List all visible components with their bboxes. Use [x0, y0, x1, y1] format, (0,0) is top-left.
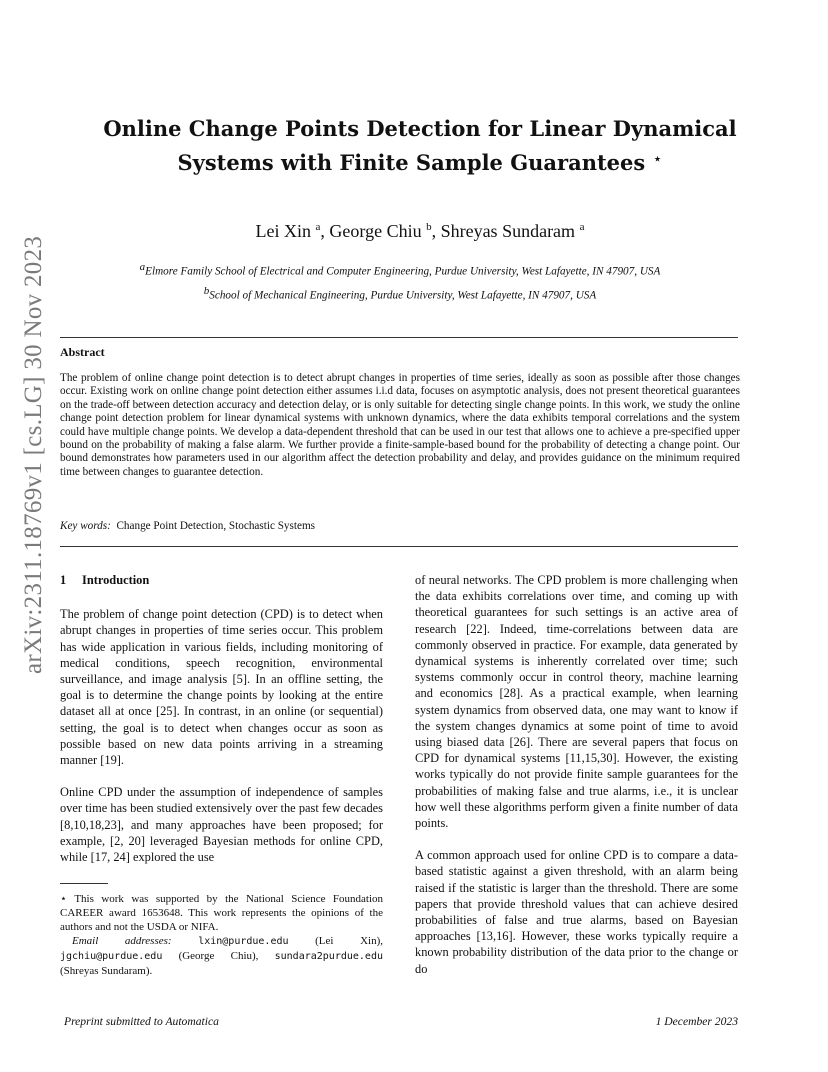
section-heading — [60, 572, 383, 588]
affiliation-b — [60, 285, 740, 302]
keywords-label: Key words: — [60, 520, 111, 532]
title-line-2 — [70, 144, 770, 178]
left-column — [60, 572, 383, 881]
author-2: George Chiu — [329, 221, 422, 241]
section-title: Introduction — [82, 573, 150, 587]
footnotes — [60, 892, 383, 978]
email-link-2[interactable]: jgchiu@purdue.edu — [60, 951, 163, 962]
footnote-rule — [60, 883, 108, 884]
title-line-1: Online Change Points Detection for Linear Dynamical — [103, 116, 737, 141]
email-label: Email addresses: — [72, 935, 172, 947]
author-1: Lei Xin — [255, 221, 312, 241]
author-3-affil: a — [579, 221, 585, 233]
email-name-1: (Lei Xin), — [288, 935, 384, 947]
paragraph: Online CPD under the assumption of independence of samples over time has been studied extensively over the past few decades [8,10,18,23], and many approaches have been proposed; for example, [2, 20] leveraged Bayesian methods for online CPD, while [17, 24] explored the use — [60, 785, 383, 865]
abstract-bottom-rule — [60, 546, 738, 547]
author-list — [70, 221, 770, 242]
abstract-text: The problem of online change point detection is to detect abrupt changes in properties of time series, ideally as soon as possible after those changes occur. Existing work on online change point detection either assumes i.i.d data, focuses on asymptotic analysis, does not present theoretical guarantees on the trade-off between detection accuracy and detection delay, or is only suitable for detecting single change points. In this work, we study the online change point detection problem for linear dynamical systems with unknown dynamics, where the data exhibits temporal correlations and the system could have multiple change points. We develop a data-dependent threshold that can be used in our test that allows one to achieve a pre-specified upper bound on the probability of making a false alarm. We further provide a finite-sample-based bound for the probability of detecting a change point. Our bound demonstrates how parameters used in our algorithm affect the detection probability and delay, and provides guidance on the minimum required time between changes to guarantee detection. — [60, 372, 740, 478]
footer-left: Preprint submitted to Automatica — [64, 1015, 219, 1028]
section-number: 1 — [60, 573, 67, 587]
funding-footnote-text: This work was supported by the National Science Foundation CAREER award 1653648. This work represents the opinions of the authors and not the USDA or NIFA. — [60, 893, 384, 933]
email-name-2: (George Chiu), — [162, 950, 275, 962]
author-2-affil: b — [426, 221, 432, 233]
email-name-3: (Shreyas Sundaram). — [60, 965, 153, 977]
email-footnote — [60, 934, 383, 978]
abstract-top-rule — [60, 337, 738, 338]
right-column — [415, 572, 738, 993]
affiliation-a — [60, 261, 740, 278]
author-3: Shreyas Sundaram — [440, 221, 576, 241]
arxiv-identifier: arXiv:2311.18769v1 [cs.LG] 30 Nov 2023 — [20, 235, 47, 674]
abstract-heading: Abstract — [60, 345, 105, 359]
keywords — [60, 520, 315, 532]
affiliation-b-text: School of Mechanical Engineering, Purdue University, West Lafayette, IN 47907, USA — [209, 289, 597, 302]
footer-right: 1 December 2023 — [655, 1015, 738, 1028]
title-star-marker: ⋆ — [652, 149, 663, 168]
author-sep-2: , — [431, 221, 441, 241]
paragraph: of neural networks. The CPD problem is more challenging when the data exhibits correlations over time, and coming up with theoretical guarantees for such settings is an active area of research [22]. Indeed, time-correlations between data are commonly observed in practice. For example, data generated by dynamical systems is inherently correlated over time; such systems commonly occur in control theory, machine learning and economics [28]. As a practical example, when learning system dynamics from observed data, one may want to know if the system changes dynamics at some point of time to avoid using biased data [26]. There are several papers that focus on CPD for dynamical systems [11,15,30]. However, the existing works typically do not provide finite sample guarantees for the probabilities of making false and true alarms, i.e., it is unclear how well these algorithms perform given a finite number of data points. — [415, 573, 738, 831]
affiliation-b-marker: b — [203, 285, 210, 297]
paragraph: A common approach used for online CPD is to compare a data-based statistic against a given threshold, with an alarm being raised if the statistic is larger than the threshold. There are some papers that provide threshold values that can achieve desired probabilities of false and true alarms, based on Bayesian approaches [13,16]. However, these works typically require a known probability distribution of the data prior to the change or do — [415, 848, 738, 976]
email-link-1[interactable]: lxin@purdue.edu — [198, 936, 289, 947]
footnote-star: ⋆ — [60, 893, 67, 905]
email-link-3[interactable]: sundara2purdue.edu — [274, 951, 383, 962]
author-1-affil: a — [315, 221, 321, 233]
title-line-2-text: Systems with Finite Sample Guarantees — [177, 150, 646, 175]
paragraph: The problem of change point detection (CPD) is to detect when abrupt changes in properties of time series occur. This problem has wide application in various fields, including monitoring of medical conditions, speech recognition, environmental surveillance, and image analysis [5]. In an offline setting, the goal is to determine the change points by looking at the entire dataset all at once [25]. In contrast, in an online (or sequential) setting, the goal is to detect when changes occur as soon as possible based on new data points arriving in a streaming manner [19]. — [60, 607, 383, 768]
paper-title — [70, 114, 770, 178]
author-sep-1: , — [320, 221, 330, 241]
affiliation-a-marker: a — [139, 261, 146, 273]
funding-footnote — [60, 892, 383, 934]
keywords-text: Change Point Detection, Stochastic Systems — [116, 520, 316, 532]
affiliation-a-text: Elmore Family School of Electrical and Computer Engineering, Purdue University, West Lafayette, IN 47907, USA — [145, 265, 661, 278]
